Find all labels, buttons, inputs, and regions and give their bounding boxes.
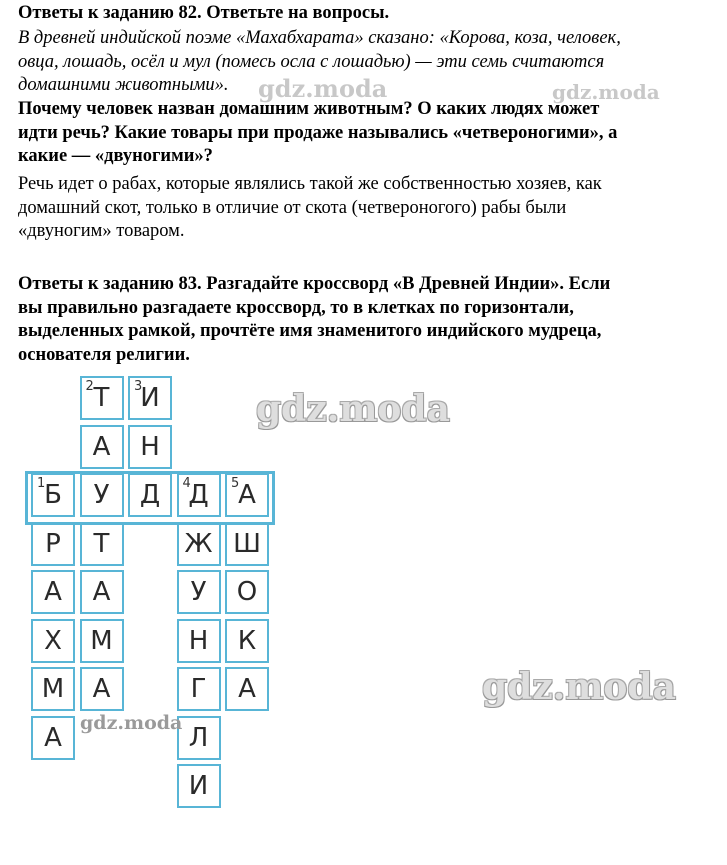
crossword-cell [177,619,221,663]
q83-title-line: основателя религии. [18,344,190,365]
crossword-cell [225,522,269,566]
crossword-cell [80,376,124,420]
watermark: gdz.moda [482,666,676,708]
q82-answer-line: «двуногим» товаром. [18,221,185,241]
crossword-cell [80,570,124,614]
q82-question-line: какие — «двуногими»? [18,146,213,166]
crossword-cell [31,473,75,517]
watermark: gdz.moda [256,388,450,430]
crossword-cell [177,716,221,760]
crossword-letter: А [44,722,62,753]
watermark: gdz.moda [552,80,660,104]
crossword-letter: Д [139,480,161,510]
crossword-cell [31,522,75,566]
crossword-letter: М [41,674,65,704]
crossword-clue-number: 5 [231,476,240,491]
watermark: gdz.moda [258,74,388,103]
watermark: gdz.moda [80,712,183,734]
crossword-letter: О [236,577,258,607]
crossword-cell [225,570,269,614]
crossword-cell [177,473,221,517]
crossword-cell [80,619,124,663]
q82-question-line: идти речь? Какие товары при продаже назывались «четвероногими», а [18,122,618,143]
crossword-letter: Б [44,480,62,510]
crossword-letter: Х [44,625,62,656]
crossword-letter: А [44,577,62,607]
crossword-cell [177,570,221,614]
crossword-clue-number: 2 [85,379,94,394]
crossword-letter: А [238,480,256,510]
crossword-letter: И [188,771,209,801]
crossword-cell [80,473,124,517]
crossword-letter: Ш [233,528,261,559]
crossword-cell [80,425,124,469]
crossword-cell [225,619,269,663]
crossword-letter: А [92,577,111,607]
crossword-letter: А [238,674,256,704]
q83-title-line: выделенных рамкой, прочтёте имя знаменитого индийского мудреца, [18,321,602,341]
crossword-cell [31,570,75,614]
crossword-letter: И [140,383,160,413]
crossword-letter: Г [190,674,207,704]
crossword-letter: Р [45,528,61,559]
crossword-clue-number: 3 [134,379,143,394]
q82-quote-line: овца, лошадь, осёл и мул (помесь осла с лошадью) — эти семь считаются [18,51,605,72]
crossword-cell [177,522,221,566]
q82-answer-line: Речь идет о рабах, которые являлись такой же собственностью хозяев, как [18,174,602,194]
crossword-clue-number: 1 [37,476,46,491]
crossword-cell [128,425,172,469]
crossword-letter: Т [93,383,110,413]
crossword-letter: Д [188,480,209,510]
crossword-letter: К [237,625,257,656]
q82-answer-line: домашний скот, только в отличие от скота (четвероногого) рабы были [18,197,567,218]
crossword-letter: А [92,674,111,704]
crossword-letter: Н [140,431,160,462]
q82-title-line: Ответы к заданию 82. Ответьте на вопросы. [18,3,390,23]
crossword-cell [80,667,124,711]
crossword-letter: Т [93,528,110,559]
crossword-cell [31,667,75,711]
crossword-letter: М [90,625,113,656]
crossword-cell [225,473,269,517]
q82-quote-line: В древней индийской поэме «Махабхарата» сказано: «Корова, коза, человек, [18,28,621,48]
q83-title-line: вы правильно разгадаете кроссворд, то в клетках по горизонтали, [18,297,574,318]
q82-question-line: Почему человек назван домашним животным? О каких людях может [18,99,600,119]
crossword-cell [225,667,269,711]
crossword-cell [177,764,221,808]
q82-quote-line: домашними животными». [18,75,229,95]
crossword-cell [31,619,75,663]
q83-title-line: Ответы к заданию 83. Разгадайте кроссворд «В Древней Индии». Если [18,274,611,294]
crossword-letter: А [92,431,111,462]
crossword-cell [31,716,75,760]
crossword-cell [128,376,172,420]
crossword-letter: Ж [184,528,213,559]
crossword-cell [177,667,221,711]
crossword-letter: У [93,480,110,510]
crossword-letter: Л [188,722,209,753]
crossword-cell [80,522,124,566]
crossword-cell [128,473,172,517]
crossword-letter: У [190,577,207,607]
crossword-clue-number: 4 [182,476,191,491]
crossword-letter: Н [188,625,209,656]
